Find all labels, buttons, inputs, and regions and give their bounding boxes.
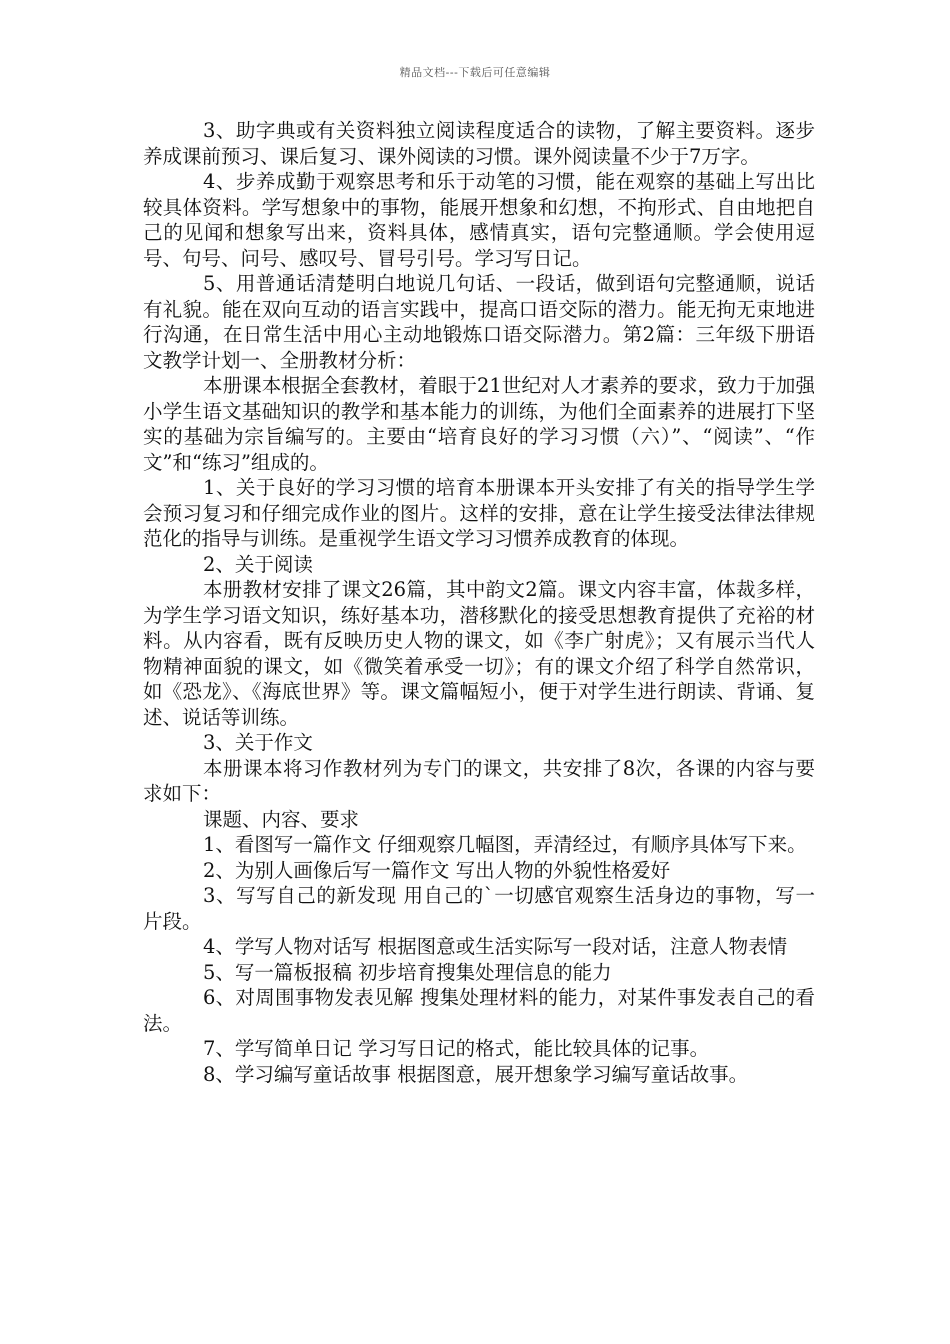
paragraph: 1、关于良好的学习习惯的培育本册课本开头安排了有关的指导学生学会预习复习和仔细完成作业的图片。这样的安排，意在让学生接受法律法律规范化的指导与训练。是重视学生语文学习习惯养成教育的体现。 [143, 476, 815, 550]
list-item: 4、学写人物对话写 根据图意或生活实际写一段对话，注意人物表情 [203, 935, 788, 958]
list-item: 7、学写简单日记 学习写日记的格式，能比较具体的记事。 [203, 1037, 710, 1060]
paragraph: 本册课本将习作教材列为专门的课文，共安排了8次，各课的内容与要求如下： [143, 756, 815, 805]
list-item: 6、对周围事物发表见解 搜集处理材料的能力，对某件事发表自己的看法。 [143, 986, 815, 1035]
section-heading: 2、关于阅读 [203, 552, 313, 576]
list-item: 8、学习编写童话故事 根据图意，展开想象学习编写童话故事。 [203, 1062, 749, 1086]
section-heading: 3、关于作文 [203, 731, 313, 754]
page-header: 精品文档---下载后可任意编辑 [399, 66, 551, 79]
list-item: 3、写写自己的新发现 用自己的`一切感官观察生活身边的事物，写一片段。 [143, 884, 815, 933]
list-item: 2、为别人画像后写一篇作文 写出人物的外貌性格爱好 [203, 858, 671, 882]
paragraph: 3、助字典或有关资料独立阅读程度适合的读物，了解主要资料。逐步养成课前预习、课后复习、课外阅读的习惯。课外阅读量不少于7万字。 [143, 119, 815, 168]
paragraph: 本册课本根据全套教材，着眼于21世纪对人才素养的要求，致力于加强小学生语文基础知识的教学和基本能力的训练，为他们全面素养的进展打下坚实的基础为宗旨编写的。主要由“培育良好的学习习惯（六）”、“阅读”、“作文”和“练习”组成的。 [143, 374, 815, 474]
paragraph: 本册教材安排了课文26篇，其中韵文2篇。课文内容丰富，体裁多样，为学生学习语文知识，练好基本功，潜移默化的接受思想教育提供了充裕的材料。从内容看，既有反映历史人物的课文，如《李广射虎》；又有展示当代人物精神面貌的课文，如《微笑着承受一切》；有的课文介绍了科学自然常识，如《恐龙》、《海底世界》等。课文篇幅短小，便于对学生进行朗读、背诵、复述、说话等训练。 [143, 578, 815, 729]
list-item: 5、写一篇板报稿 初步培育搜集处理信息的能力 [203, 960, 612, 984]
paragraph: 5、用普通话清楚明白地说几句话、一段话，做到语句完整通顺，说话有礼貌。能在双向互动的语言实践中，提高口语交际的潜力。能无拘无束地进行沟通，在日常生活中用心主动地锻炼口语交际潜力。第2篇：三年级下册语文教学计划一、全册教材分析： [143, 272, 815, 372]
paragraph: 4、步养成勤于观察思考和乐于动笔的习惯，能在观察的基础上写出比较具体资料。学写想象中的事物，能展开想象和幻想，不拘形式、自由地把自己的见闻和想象写出来，资料具体，感情真实，语句完整通顺。学会使用逗号、句号、问号、感叹号、冒号引号。学习写日记。 [143, 170, 815, 270]
list-heading: 课题、内容、要求 [203, 807, 360, 831]
document-body [143, 118, 815, 1087]
list-item: 1、看图写一篇作文 仔细观察几幅图，弄清经过，有顺序具体写下来。 [203, 833, 807, 856]
